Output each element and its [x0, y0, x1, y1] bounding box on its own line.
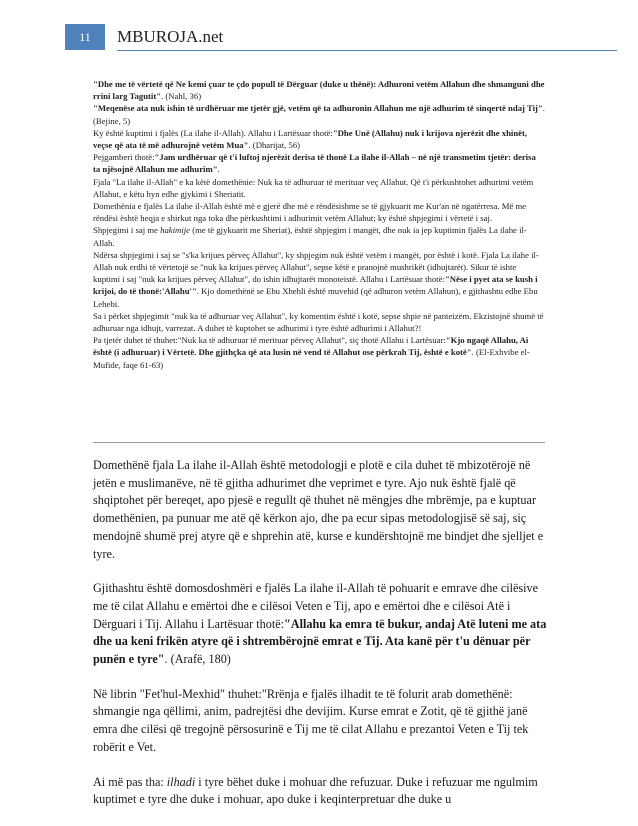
quote-paragraph-6: Domethënia e fjalës La ilahe il-Allah është më e gjerë dhe më e rëndësishme se të gjykuarit me Kur'an në ngatërresa. Më me rëndësi është heqja e shirkut nga toka dhe përkushtimi i adhurimit vetëm Allahut; ky është shpjegimi i vërtetë i saj.: [93, 201, 527, 224]
quote-p7-post: (me të gjykuarit me Sheriat), është shpjegim i mangët, dhe nuk ia jep kuptimin fjalës La ilahe il-Allah.: [93, 225, 527, 248]
page-number: 11: [65, 24, 105, 50]
main-paragraph-3: Në librin "Fet'hul-Mexhid" thuhet:"Rrënja e fjalës ilhadit te të folurit arab domethënë: shmangie nga qëllimi, anim, padrejtësi dhe devijim. Kurse emrat e Zotit, që të gjithë janë emra dhe cilësi që tregojnë përsosurinë e Tij me të cilat Allahu e prezantoi Veten e Tij tek robërit e Vet.: [93, 686, 529, 754]
main-paragraph-2: [93, 580, 553, 669]
quote-bejine-text: "Meqenëse ata nuk ishin të urdhëruar me tjetër gjë, vetëm që ta adhuronin Allahun me një adhurim të sinqertë ndaj Tij": [93, 103, 543, 114]
quote-p10-pre: Pa tjetër duhet të thuhet:"Nuk ka të adhuruar të merituar përveç Allahut", siç thotë Allahu i Lartësuar:: [93, 335, 446, 346]
quote-dharijat-text: "Dhe Unë (Allahu) nuk i krijova njerëzit dhe xhinët, veçse që ata të më adhurojnë vetëm Mua": [93, 127, 528, 151]
header-rule: [117, 50, 617, 51]
quote-p10-source: . (El-Exhvibe el-Mufide, faqe 61-63): [93, 347, 530, 370]
quote-paragraph-10: [93, 334, 545, 371]
main-text: [93, 457, 553, 826]
quote-paragraph-8: [93, 249, 545, 310]
quote-p8-text: Ndërsa shpjegimi i saj se "s'ka krijues përveç Allahut", ky shpjegim nuk është vetëm i mangët, por është i kotë. Fjala La ilahe il-Allah nuk erdhi të vërtetojë se "nuk ka krijues përveç Allahut", sepse këtë e pranojnë mushrikët (idhujtarët). Sikur të ishte kuptimi i saj "nuk ka krijues përveç Allahut", do ishin idhujtarët monoteistë. Allahu i Lartësuar thotë:: [93, 249, 539, 285]
quote-p7-pre: Shpjegimi i saj me: [93, 225, 161, 236]
quote-p8-post: . Kjo domethënë se Ebu Xhehli është muvehid (që adhuron vetëm Allahun), e gjithashtu edhe Ebu Lehebi.: [93, 286, 538, 309]
quote-dharijat-intro: Ky është kuptimi i fjalës (La ilahe il-Allah). Allahu i Lartësuar thotë:: [93, 127, 333, 138]
main-p2-source: . (Arafë, 180): [164, 652, 231, 667]
quote-paragraph-9: Sa i përket shpjegimit "nuk ka të adhuruar veç Allahut", ky komentim është i kotë, sepse shpie në panteizëm. Ekzistojnë shumë të adhuruar nga idhujt, varrezat. A duhet të kuptohet se adhurimi i tyre është adhurimi i Allahut?!: [93, 310, 544, 334]
main-p4-term: ilhadi: [166, 774, 196, 789]
quote-hadith-text: "Jam urdhëruar që t'i luftoj njerëzit derisa të thonë La ilahe il-Allah – në një transmetim tjetër: derisa ta njësojnë Allahun me adhurim": [93, 152, 536, 175]
quote-nahl-source: . (Nahl, 36): [161, 91, 202, 102]
quote-block: [93, 78, 545, 371]
quote-hadith-intro: Pejgamberi thotë:: [93, 152, 155, 163]
quote-nahl-text: "Dhe me të vërtetë që Ne kemi çuar te çdo popull të Dërguar (duke u thënë): Adhuroni vetëm Allahun dhe shmanguni dhe rrini larg Tagutit": [93, 79, 545, 102]
quote-p8-verse: "Nëse i pyet ata se kush i krijoi, do të thonë:'Allahu'": [93, 274, 538, 297]
quote-paragraph-5: Fjala "La ilahe il-Allah" e ka këtë domethënie: Nuk ka të adhuruar të merituar veç Allahut. Që t'i përkushtohet adhurimi vetëm Allahut, e këtu hyn edhe gjykimi i Sheriatit.: [93, 176, 534, 199]
main-paragraph-1: Domethënë fjala La ilahe il-Allah është metodologji e plotë e cila duhet të mbizotërojë në jetën e muslimanëve, në të gjitha adhurimet dhe veprimet e tyre. Ajo nuk është fjalë që shqiptohet për bereqet, apo pjesë e regullt që thuhet në mëngjes dhe mbrëmje, pa e kuptuar domethënien, pa punuar me atë që kërkon ajo, dhe pa ecur sipas metodologjisë së saj, siç mendojnë shumë prej atyre që e shprehin atë, kurse e kundërshtojnë me bindjet dhe sjelljet e tyre.: [93, 458, 544, 561]
quote-dharijat-source: . (Dharijat, 56): [248, 140, 301, 151]
main-p2-pre: Gjithashtu është domosdoshmëri e fjalës La ilahe il-Allah të pohuarit e emrave dhe cilësive me të cilat Allahu e emërtoi dhe e cilësoi Veten e Tij, apo e emërtoi dhe e cilësoi Atë i Dërguari i Tij. Allahu i Lartësuar thotë:: [93, 581, 539, 631]
quote-hadith-end: .: [217, 164, 220, 175]
main-p4-post: i tyre bëhet duke i mohuar dhe refuzuar. Duke i refuzuar me ngulmim kuptimet e tyre dhe duke i mohuar, apo duke i keqinterpretuar dhe duke u: [93, 774, 538, 807]
quote-p10-verse: "Kjo ngaqë Allahu, Ai është (i adhuruar) i Vërtetë. Dhe gjithçka që ata lusin në vend të Allahut ose përkrah Tij, është e kotë": [93, 335, 529, 358]
quote-p7-term: hakimije: [160, 225, 191, 236]
section-divider: [93, 442, 545, 443]
main-p2-verse: "Allahu ka emra të bukur, andaj Atë luteni me ata dhe ua keni frikën atyre që i shtrembërojnë emrat e Tij. Ata kanë për t'u dënuar për punën e tyre": [93, 616, 547, 667]
main-paragraph-4: [93, 774, 553, 809]
main-p4-pre: Ai më pas tha:: [93, 774, 167, 789]
quote-dharijat: [93, 127, 545, 151]
quote-paragraph-7: [93, 224, 545, 248]
quote-hadith: [93, 151, 545, 175]
quote-bejine-source: . (Bejine, 5): [93, 103, 545, 126]
page-header: [55, 24, 615, 50]
quote-nahl: [93, 78, 545, 102]
site-title: MBUROJA.net: [117, 27, 224, 46]
quote-bejine: [93, 102, 545, 126]
